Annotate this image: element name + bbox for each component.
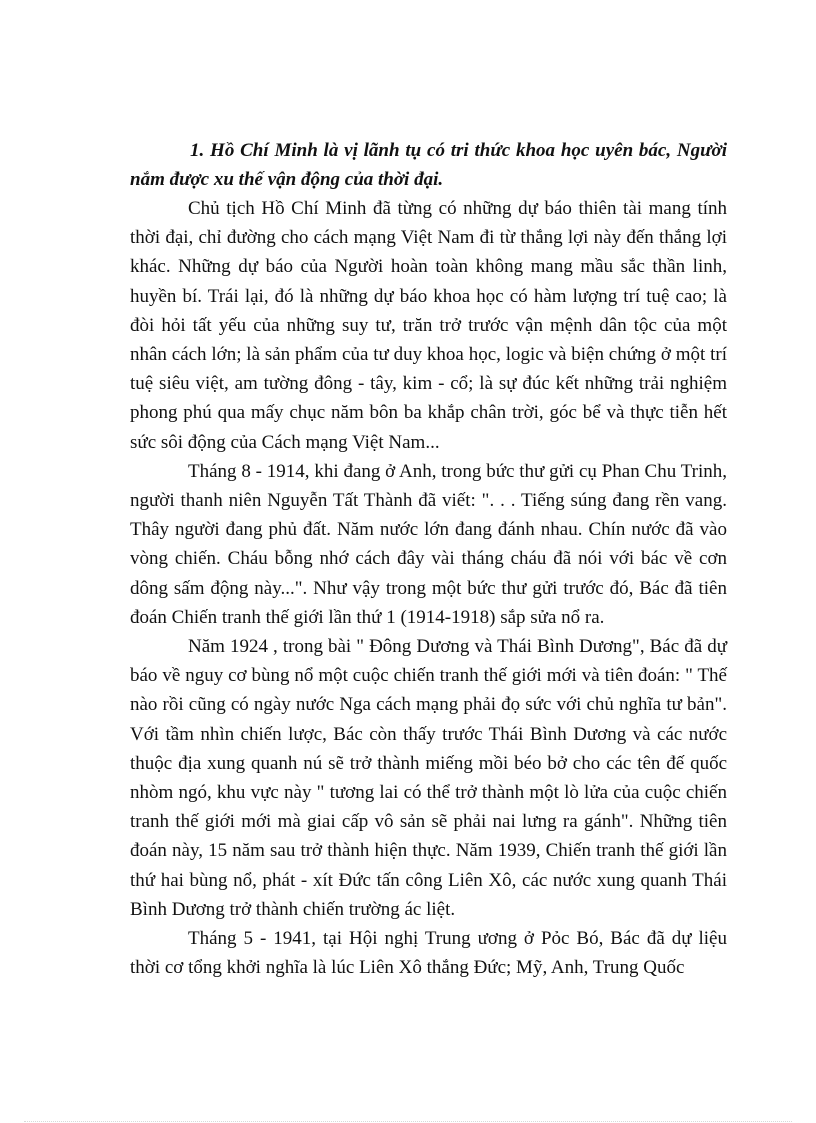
document-page (130, 136, 727, 982)
paragraph-1941-conference: Tháng 5 - 1941, tại Hội nghị Trung ương ở Pỏc Bó, Bác đã dự liệu thời cơ tổng khởi nghĩa là lúc Liên Xô thắng Đức; Mỹ, Anh, Trung Quốc (130, 928, 727, 979)
page-bottom-divider (24, 1121, 792, 1122)
paragraph-1914-letter: Tháng 8 - 1914, khi đang ở Anh, trong bức thư gửi cụ Phan Chu Trinh, người thanh niên Nguyễn Tất Thành đã viết: ". . . Tiếng súng đang rền vang. Thây người đang phủ đất. Năm nước lớn đang đánh nhau. Chín nước đã vào vòng chiến. Cháu bỗng nhớ cách đây vài tháng cháu đã nói với bác về cơn dông sấm động này...". Như vậy trong một bức thư gửi trước đó, Bác đã tiên đoán Chiến tranh thế giới lần thứ 1 (1914-1918) sắp sửa nổ ra. (130, 460, 727, 628)
section-heading: 1. Hồ Chí Minh là vị lãnh tụ có tri thức khoa học uyên bác, Người nắm được xu thế vận động của thời đại. (130, 140, 727, 190)
paragraph-1924-article: Năm 1924 , trong bài " Đông Dương và Thái Bình Dương", Bác đã dự báo về nguy cơ bùng nổ một cuộc chiến tranh thế giới mới và tiên đoán: " Thế nào rồi cũng có ngày nước Nga cách mạng phải đọ sức với chủ nghĩa tư bản". Với tầm nhìn chiến lược, Bác còn thấy trước Thái Bình Dương và các nước thuộc địa xung quanh nú sẽ trở thành miếng mồi béo bở cho các tên đế quốc nhòm ngó, khu vực này " tương lai có thể trở thành một lò lửa của cuộc chiến tranh thế giới mới mà giai cấp vô sản sẽ phải nai lưng ra gánh". Những tiên đoán này, 15 năm sau trở thành hiện thực. Năm 1939, Chiến tranh thế giới lần thứ hai bùng nổ, phát - xít Đức tấn công Liên Xô, các nước xung quanh Thái Bình Dương trở thành chiến trường ác liệt. (130, 636, 727, 920)
paragraph-predictions-intro: Chủ tịch Hồ Chí Minh đã từng có những dự báo thiên tài mang tính thời đại, chỉ đường cho cách mạng Việt Nam đi từ thắng lợi này đến thắng lợi khác. Những dự báo của Người hoàn toàn không mang mầu sắc thần linh, huyền bí. Trái lại, đó là những dự báo khoa học có hàm lượng trí tuệ cao; là đòi hỏi tất yếu của những suy tư, trăn trở trước vận mệnh dân tộc của một nhân cách lớn; là sản phẩm của tư duy khoa học, logic và biện chứng ở một trí tuệ siêu việt, am tường đông - tây, kim - cổ; là sự đúc kết những trải nghiệm phong phú qua mấy chục năm bôn ba khắp chân trời, góc bể và thực tiễn hết sức sôi động của Cách mạng Việt Nam... (130, 198, 727, 453)
